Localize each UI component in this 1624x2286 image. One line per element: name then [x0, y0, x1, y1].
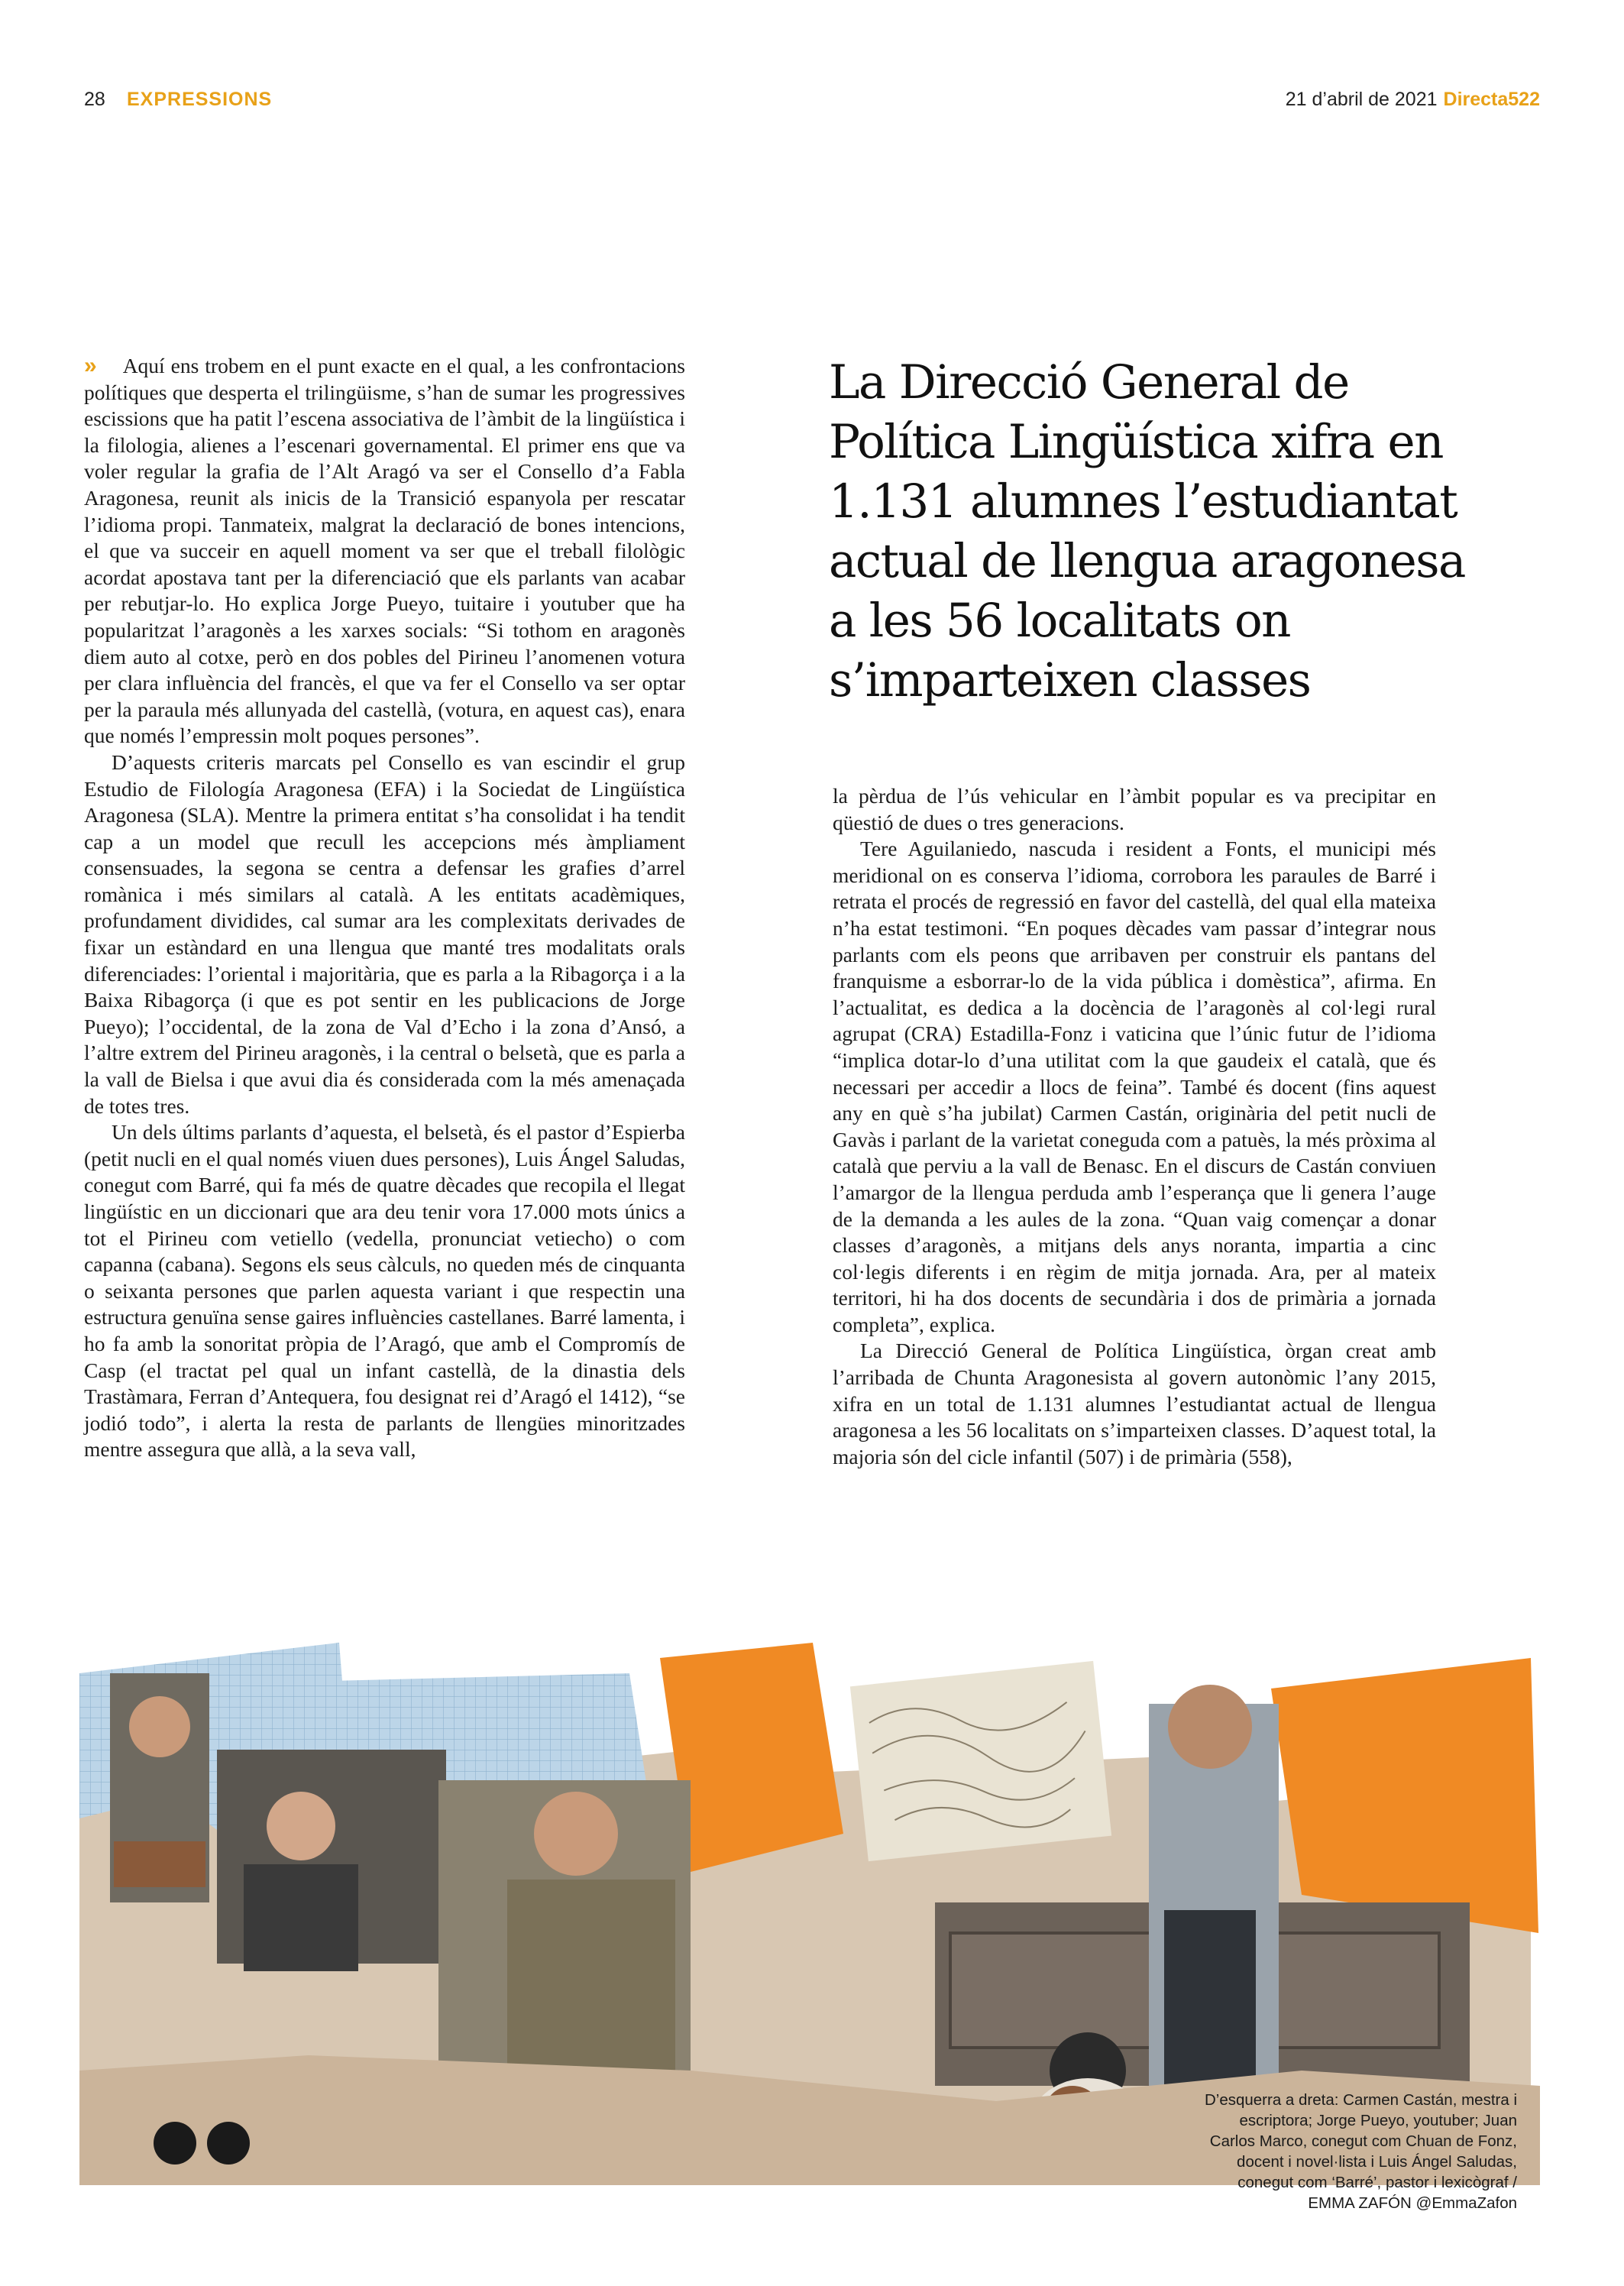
section-label: EXPRESSIONS	[127, 89, 273, 110]
page-number: 28	[84, 89, 105, 110]
black-dot-icon	[154, 2122, 196, 2165]
orange-shape-right	[1271, 1658, 1538, 1933]
paragraph: La Direcció General de Política Lingüística, òrgan creat amb l’arribada de Chunta Aragonesista al govern autonòmic l’any 2015, xifra en un total de 1.131 alumnes l’estudiantat actual de llengua aragonesa a les 56 localitats on s’imparteixen classes. D’aquest total, la majoria són del cicle infantil (507) i de primària (558),	[833, 1339, 1436, 1468]
paragraph: D’aquests criteris marcats pel Consello es van escindir el grup Estudio de Filología Aragonesa (EFA) i la Sociedat de Lingüística Aragonesa (SLA). Mentre la primera entitat s’ha consolidat i ha tendit cap a un model que recull les accepcions més àmpliament consensuades, la segona se centra a defensar les grafies d’arrel romànica i més similars al català. A les entitats acadèmiques, profundament dividides, cal sumar ara les complexitats derivades de fixar un estàndard en una llengua que manté tres modalitats orals diferenciades: l’oriental i majoritària, que es parla a la Ribagorça i a la Baixa Ribagorça (i que es pot sentir en les publicacions de Jorge Pueyo); l’occidental, de la zona de Val d’Echo i la zona d’Ansó, a l’altre extrem del Pirineu aragonès, i la central o belsetà, que es parla a la vall de Bielsa i que avui dia és considerada com la més amenaçada de totes tres.	[84, 750, 685, 1118]
paragraph: Un dels últims parlants d’aquesta, el belsetà, és el pastor d’Espierba (petit nucli en el qual només viuen dues persones), Luis Ángel Saludas, conegut com Barré, qui fa més de quatre dècades que recopila el llegat lingüístic en un diccionari que ara deu tenir vora 17.000 mots únics a tot el Pirineu com vetiello (vedella, pronunciat vetiecho) o com capanna (cabana). Segons els seus càlculs, no queden més de cinquanta o seixanta persones que parlen aquesta variant i que respectin una estructura genuïna sense gaires influències castellanes. Barré lamenta, i ho fa amb la sonoritat pròpia de l’Aragó, que amb el Compromís de Casp (el tractat pel qual un infant castellà, de la dinastia dels Trastàmara, Ferran d’Antequera, fou designat rei d’Aragó el 1412), “se jodió todo”, i alerta la resta de parlants de llengües minoritzades mentre assegura que allà, a la seva vall,	[84, 1120, 685, 1462]
paragraph: Tere Aguilaniedo, nascuda i resident a Fonts, el municipi més meridional on es conserva l’idioma, corrobora les paraules de Barré i retrata el procés de regressió en favor del castellà, del qual ella mateixa n’ha estat testimoni. “En poques dècades vam passar d’integrar nous parlants com els peons que arribaven per construir els pantans del franquisme a esborrar-lo de la vida pública i domèstica”, afirma. En l’actualitat, es dedica a la docència de l’aragonès al col·legi rural agrupat (CRA) Estadilla-Fonz i vaticina que l’únic futur de l’idioma “implica dotar-lo d’una utilitat com la que gaudeix el català, que és necessari per accedir a llocs de feina”. També és docent (fins aquest any en què s’ha jubilat) Carmen Castán, originària del petit nucli de Gavàs i parlant de la varietat coneguda com a patuès, la més pròxima al català que perviu a la vall de Benasc. En el discurs de Castán conviuen l’amargor de la llengua perduda amb l’esperança que li genera l’auge de la demanda a les aules de la zona. “Quan vaig començar a donar classes d’aragonès, a mitjans dels anys noranta, impartia a cinc col·legis diferents i en règim de mitja jornada. Ara, per al mateix territori, hi ha dos docents de secundària i dos de primària a jornada completa”, explica.	[833, 837, 1436, 1336]
issue-date: 21 d’abril de 2021	[1285, 89, 1438, 110]
left-column	[84, 353, 685, 1463]
paragraph: la pèrdua de l’ús vehicular en l’àmbit popular es va precipitar en qüestió de dues o tres generacions.	[833, 784, 1436, 834]
photo-caption: D’esquerra a dreta: Carmen Castán, mestra i escriptora; Jorge Pueyo, youtuber; Juan Carlos Marco, conegut com Chuan de Fonz, docent i novel·lista i Luis Ángel Saludas, conegut com ‘Barré’, pastor i lexicògraf / EMMA ZAFÓN @EmmaZafon	[1204, 2091, 1517, 2212]
issue-info	[1286, 89, 1540, 111]
right-column	[833, 783, 1436, 1470]
paragraph-text: Aquí ens trobem en el punt exacte en el qual, a les confrontacions polítiques que desperta el trilingüisme, s’han de sumar les progressives escissions que ha patit l’escena associativa de l’àmbit de la lingüística i la filologia, alienes a l’escenari governamental. El primer ens que va voler regular la grafia de l’Alt Aragó va ser el Consello d’a Fabla Aragonesa, reunit als inicis de la Transició espanyola per rescatar l’idioma propi. Tanmateix, malgrat la declaració de bones intencions, el que va succeir en aquell moment va ser que el treball filològic acordat apostava tant per la diferenciació que els parlants van acabar per rebutjar-lo. Ho explica Jorge Pueyo, tuitaire i youtuber que ha popularitzat l’aragonès a les xarxes socials: “Si tothom en aragonès diem auto al cotxe, però en dos pobles del Pirineu l’anomenen votura per clara influència del francès, el que va fer el Consello va ser optar per la paraula més allunyada del castellà, (votura, en aquest cas), enara que només l’empressin molt poques persones”.	[84, 354, 685, 748]
black-dot-icon	[207, 2122, 250, 2165]
brand-name: Directa522	[1443, 89, 1540, 110]
paragraph	[84, 353, 685, 750]
page-header	[0, 89, 1624, 119]
topographic-map	[850, 1661, 1111, 1861]
continuation-quote-icon: »	[84, 353, 97, 378]
pull-quote: La Direcció General de Política Lingüística xifra en 1.131 alumnes l’estudiantat actual de llengua aragonesa a les 56 localitats on s’imparteixen classes	[829, 355, 1465, 707]
